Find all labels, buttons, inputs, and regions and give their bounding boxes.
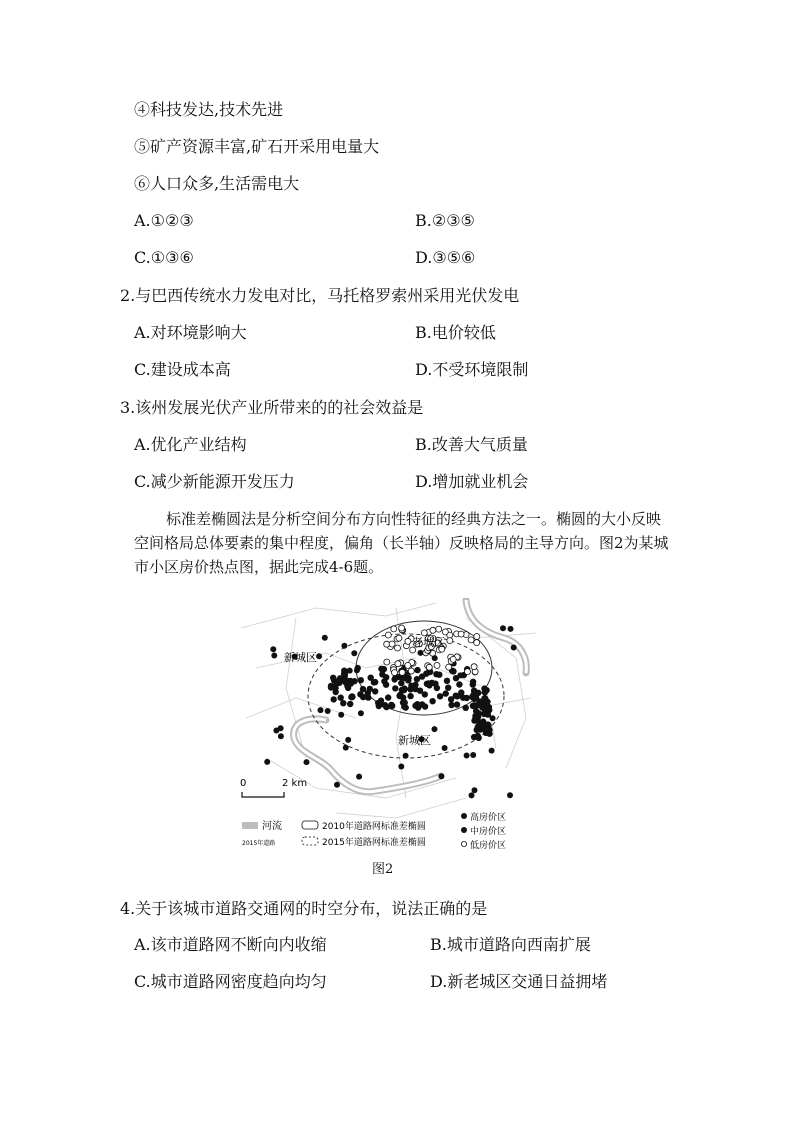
high-price-point bbox=[345, 737, 351, 743]
legend-river-swatch bbox=[242, 822, 258, 829]
high-price-point bbox=[347, 668, 353, 674]
high-price-point bbox=[482, 695, 488, 701]
high-price-point bbox=[490, 715, 496, 721]
low-price-point bbox=[434, 662, 440, 668]
q3-choice-d: D.增加就业机会 bbox=[415, 472, 529, 491]
high-price-point bbox=[407, 693, 413, 699]
house-price-hotspot-map bbox=[236, 598, 536, 876]
high-price-point bbox=[470, 679, 476, 685]
high-price-point bbox=[354, 667, 360, 673]
high-price-point bbox=[341, 671, 347, 677]
high-price-point bbox=[403, 753, 409, 759]
q1-choice-d: D.③⑤⑥ bbox=[415, 248, 476, 267]
q2-choice-c: C.建设成本高 bbox=[134, 360, 231, 379]
high-price-point bbox=[471, 717, 477, 723]
high-price-point bbox=[473, 708, 479, 714]
high-price-point bbox=[347, 701, 353, 707]
high-price-point bbox=[507, 792, 513, 798]
q4-choice-c: C.城市道路网密度趋向均匀 bbox=[134, 972, 327, 991]
label-old-city: 老城区 bbox=[412, 636, 445, 649]
high-price-point bbox=[438, 773, 444, 779]
q3-choice-b: B.改善大气质量 bbox=[415, 435, 528, 454]
q2-choice-b: B.电价较低 bbox=[415, 323, 496, 342]
high-price-point bbox=[436, 672, 442, 678]
high-price-point bbox=[398, 764, 404, 770]
high-price-point bbox=[332, 685, 338, 691]
high-price-point bbox=[399, 675, 405, 681]
q2-choice-d: D.不受环境限制 bbox=[415, 360, 529, 379]
high-price-point bbox=[340, 700, 346, 706]
high-price-point bbox=[349, 693, 355, 699]
high-price-point bbox=[448, 702, 454, 708]
high-price-point bbox=[485, 721, 491, 727]
high-price-point bbox=[383, 704, 389, 710]
q2-stem: 2.与巴西传统水力发电对比，马托格罗索州采用光伏发电 bbox=[120, 286, 520, 305]
high-price-point bbox=[356, 774, 362, 780]
low-price-point bbox=[384, 659, 390, 665]
high-price-point bbox=[270, 646, 276, 652]
high-price-point bbox=[368, 675, 374, 681]
legend-river-label: 河流 bbox=[262, 821, 282, 832]
low-price-point bbox=[474, 634, 480, 640]
q3-choice-c: C.减少新能源开发压力 bbox=[134, 472, 295, 491]
legend-2010-label: 2010年道路网标准差椭圆 bbox=[322, 822, 426, 832]
legend-2015-prefix: 2015年道路 bbox=[242, 840, 276, 847]
high-price-point bbox=[426, 682, 432, 688]
low-price-point bbox=[389, 641, 395, 647]
q1-choice-b: B.②③⑤ bbox=[415, 211, 475, 230]
high-price-point bbox=[273, 728, 279, 734]
legend-low-label: 低房价区 bbox=[470, 841, 507, 851]
low-price-point bbox=[399, 625, 405, 631]
low-price-point bbox=[426, 664, 432, 670]
high-price-point bbox=[318, 707, 324, 713]
passage-body: 标准差椭圆法是分析空间分布方向性特征的经典方法之一。椭圆的大小反映空间格局总体要素的集中程度，偏角（长半轴）反映格局的主导方向。图2为某城市小区房价热点图，据此完成4-6题。 bbox=[134, 510, 669, 576]
high-price-point bbox=[471, 696, 477, 702]
q1-option-4: ④科技发达,技术先进 bbox=[134, 100, 284, 119]
high-price-point bbox=[484, 708, 490, 714]
low-price-point bbox=[405, 638, 411, 644]
legend-mid-swatch bbox=[461, 827, 467, 833]
high-price-point bbox=[407, 686, 413, 692]
low-price-point bbox=[430, 627, 436, 633]
high-price-point bbox=[476, 735, 482, 741]
high-price-point bbox=[343, 745, 349, 751]
q4-stem: 4.关于该城市道路交通网的时空分布，说法正确的是 bbox=[120, 899, 488, 918]
low-price-point bbox=[395, 645, 401, 651]
high-price-point bbox=[508, 626, 514, 632]
high-price-point bbox=[351, 678, 357, 684]
q4-choice-a: A.该市道路网不断向内收缩 bbox=[134, 935, 327, 954]
high-price-point bbox=[464, 753, 470, 759]
high-price-point bbox=[391, 676, 397, 682]
figure-caption: 图2 bbox=[372, 862, 394, 877]
high-price-point bbox=[419, 701, 425, 707]
high-price-point bbox=[316, 653, 322, 659]
high-price-point bbox=[486, 731, 492, 737]
low-price-point bbox=[446, 664, 452, 670]
high-price-point bbox=[399, 687, 405, 693]
low-price-point bbox=[471, 664, 477, 670]
high-price-point bbox=[458, 689, 464, 695]
high-price-point bbox=[375, 700, 381, 706]
legend-low-swatch bbox=[461, 841, 466, 846]
high-price-point bbox=[470, 752, 476, 758]
high-price-point bbox=[464, 695, 470, 701]
high-price-point bbox=[304, 759, 310, 765]
high-price-point bbox=[457, 672, 463, 678]
low-price-point bbox=[436, 626, 442, 632]
high-price-point bbox=[392, 685, 398, 691]
high-price-point bbox=[482, 689, 488, 695]
low-price-point bbox=[391, 626, 397, 632]
high-price-point bbox=[422, 691, 428, 697]
high-price-point bbox=[489, 748, 495, 754]
legend-2015-label: 2015年道路网标准差椭圆 bbox=[322, 838, 426, 848]
low-price-point bbox=[405, 662, 411, 668]
high-price-point bbox=[271, 653, 277, 659]
low-price-point bbox=[474, 640, 480, 646]
high-price-point bbox=[437, 693, 443, 699]
q3-stem: 3.该州发展光伏产业所带来的的社会效益是 bbox=[120, 398, 424, 417]
low-price-point bbox=[450, 656, 456, 662]
q2-choice-a: A.对环境影响大 bbox=[134, 323, 247, 342]
q4-choice-d: D.新老城区交通日益拥堵 bbox=[430, 972, 608, 991]
high-price-point bbox=[445, 685, 451, 691]
high-price-point bbox=[351, 650, 357, 656]
high-price-point bbox=[379, 671, 385, 677]
high-price-point bbox=[480, 726, 486, 732]
q1-option-6: ⑥人口众多,生活需电大 bbox=[134, 174, 300, 193]
low-price-point bbox=[392, 670, 398, 676]
high-price-point bbox=[475, 702, 481, 708]
high-price-point bbox=[511, 645, 517, 651]
high-price-point bbox=[381, 678, 387, 684]
high-price-point bbox=[412, 703, 418, 709]
high-price-point bbox=[456, 681, 462, 687]
label-new-city-west: 新城区 bbox=[284, 651, 317, 664]
high-price-point bbox=[469, 792, 475, 798]
high-price-point bbox=[402, 699, 408, 705]
high-price-point bbox=[331, 696, 337, 702]
high-price-point bbox=[334, 782, 340, 788]
q1-choice-c: C.①③⑥ bbox=[134, 248, 194, 267]
high-price-point bbox=[338, 712, 344, 718]
high-price-point bbox=[442, 745, 448, 751]
high-price-point bbox=[341, 643, 347, 649]
low-price-point bbox=[408, 668, 414, 674]
high-price-point bbox=[414, 667, 420, 673]
high-price-point bbox=[453, 693, 459, 699]
high-price-point bbox=[278, 733, 284, 739]
high-price-point bbox=[325, 708, 331, 714]
legend-high-swatch bbox=[461, 813, 467, 819]
high-price-point bbox=[330, 675, 336, 681]
high-price-point bbox=[385, 694, 391, 700]
high-price-point bbox=[463, 705, 469, 711]
high-price-point bbox=[444, 678, 450, 684]
low-price-point bbox=[458, 631, 464, 637]
high-price-point bbox=[360, 694, 366, 700]
scale-distance: 2 km bbox=[282, 778, 308, 789]
low-price-point bbox=[468, 637, 474, 643]
high-price-point bbox=[322, 635, 328, 641]
low-price-point bbox=[385, 632, 391, 638]
high-price-point bbox=[338, 695, 344, 701]
legend-high-label: 高房价区 bbox=[470, 813, 507, 823]
high-price-point bbox=[335, 679, 341, 685]
legend-mid-label: 中房价区 bbox=[470, 827, 507, 837]
q3-choice-a: A.优化产业结构 bbox=[134, 435, 247, 454]
high-price-point bbox=[367, 686, 373, 692]
high-price-point bbox=[358, 710, 364, 716]
label-new-city-south: 新城区 bbox=[398, 734, 431, 747]
q1-choice-a: A.①②③ bbox=[134, 211, 194, 230]
low-price-point bbox=[421, 630, 427, 636]
high-price-point bbox=[432, 726, 438, 732]
high-price-point bbox=[358, 677, 364, 683]
high-price-point bbox=[344, 683, 350, 689]
high-price-point bbox=[396, 693, 402, 699]
high-price-point bbox=[443, 690, 449, 696]
high-price-point bbox=[264, 759, 270, 765]
low-price-point bbox=[396, 635, 402, 641]
low-price-point bbox=[447, 638, 453, 644]
low-price-point bbox=[442, 629, 448, 635]
high-price-point bbox=[500, 625, 506, 631]
high-price-point bbox=[429, 698, 435, 704]
high-price-point bbox=[472, 787, 478, 793]
scale-zero: 0 bbox=[240, 778, 247, 789]
passage-text bbox=[134, 507, 674, 579]
low-price-point bbox=[399, 669, 405, 675]
q4-choice-b: B.城市道路向西南扩展 bbox=[430, 935, 591, 954]
high-price-point bbox=[423, 671, 429, 677]
low-price-point bbox=[395, 661, 401, 667]
low-price-point bbox=[465, 669, 471, 675]
q1-option-5: ⑤矿产资源丰富,矿石开采用电量大 bbox=[134, 137, 380, 156]
